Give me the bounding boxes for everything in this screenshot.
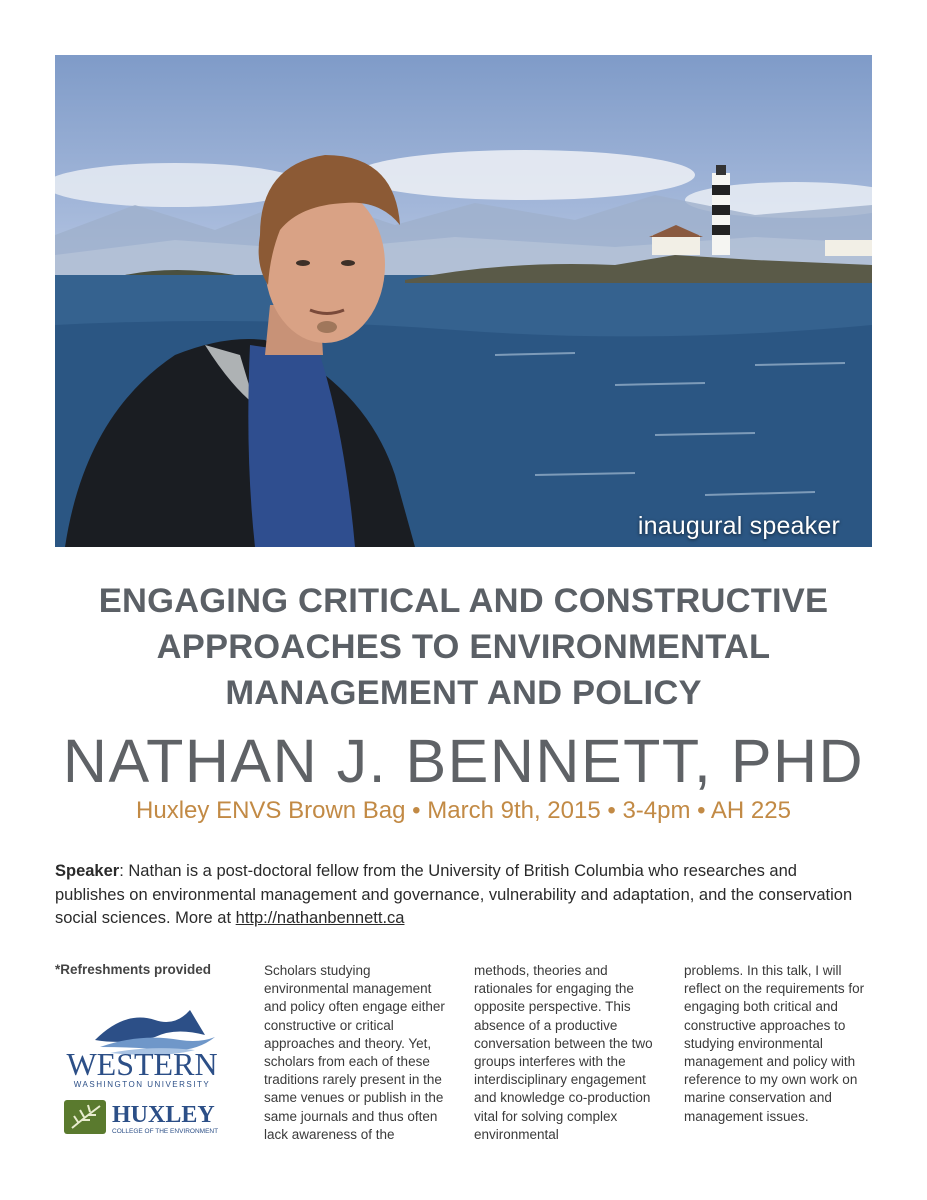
talk-title-line: ENGAGING CRITICAL AND CONSTRUCTIVE	[98, 582, 829, 620]
huxley-subtitle: COLLEGE OF THE ENVIRONMENT	[112, 1128, 219, 1135]
abstract-column-1: Scholars studying environmental management and policy often engage either constructive or critical approaches and theory. Yet, scholars from each of these traditions rarely present in the same venues or publish in the same journals and thus often lack awareness of the	[264, 963, 445, 1142]
event-time: 3-4pm	[622, 797, 691, 824]
huxley-wordmark: HUXLEY	[112, 1102, 215, 1128]
abstract-column-2: methods, theories and rationales for engaging the opposite perspective. This absence of a productive conversation between the two groups interferes with the interdisciplinary engagement and knowledge co-production vital for solving complex environmental	[474, 963, 653, 1142]
bio-label: Speaker	[55, 862, 120, 880]
event-room: AH 225	[710, 797, 791, 824]
event-series: Huxley ENVS Brown Bag	[136, 797, 406, 824]
event-date: March 9th, 2015	[427, 797, 601, 824]
western-wordmark: WESTERN	[66, 1046, 218, 1082]
website-link[interactable]: http://nathanbennett.ca	[235, 909, 405, 927]
western-subtitle: WASHINGTON UNIVERSITY	[73, 1080, 211, 1089]
talk-title-line: APPROACHES TO ENVIRONMENTAL	[156, 628, 771, 666]
huxley-logo	[64, 1100, 229, 1136]
bio-text: : Nathan is a post-doctoral fellow from the University of British Columbia who researches and publishes on environmental management and governance, vulnerability and adaptation, and the conservation social sciences. More at	[55, 862, 853, 927]
speaker-name: NATHAN J. BENNETT, PHD	[62, 727, 865, 795]
photo-scene	[55, 55, 872, 547]
separator: •	[697, 797, 706, 824]
refreshments-note: *Refreshments provided	[55, 962, 212, 977]
photo-caption: inaugural speaker	[637, 512, 840, 540]
talk-title-line: MANAGEMENT AND POLICY	[225, 674, 702, 712]
speaker-photo	[55, 55, 872, 547]
speaker-bio	[55, 860, 855, 931]
western-logo	[55, 995, 230, 1090]
event-details	[0, 794, 927, 828]
separator: •	[607, 797, 616, 824]
separator: •	[412, 797, 421, 824]
talk-title	[0, 578, 927, 716]
abstract-column-3: problems. In this talk, I will reflect on the requirements for engaging both critical and constructive approaches to studying environmental management and policy with reference to my own work on marine conservation and management issues.	[684, 963, 865, 1124]
